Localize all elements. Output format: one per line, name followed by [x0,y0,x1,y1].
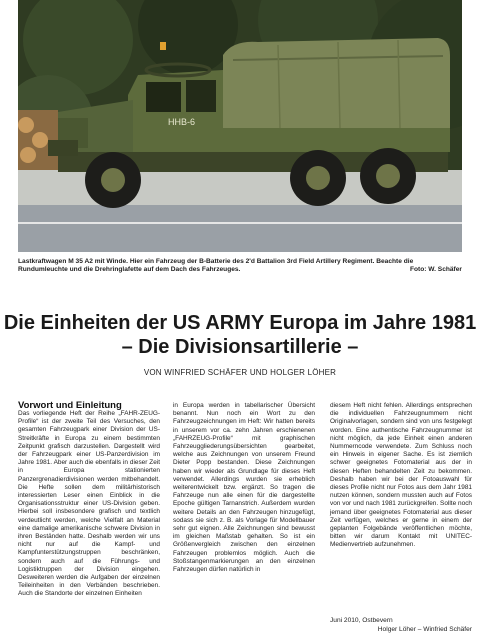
text-column-2 [173,402,315,574]
byline: VON WINFRIED SCHÄFER UND HOLGER LÖHER [143,368,337,377]
text-column-1 [18,410,160,599]
signoff-names: Holger Löher – Winfried Schäfer [377,626,472,633]
photo-credit: Foto: W. Schäfer [409,266,462,274]
column-3-text: diesem Heft nicht fehlen. Allerdings entsprechen die individuellen Fahrzeugnummern nicht Originalvorlagen, sondern sind von uns festgelegt worden. Eine authentische Fahrzeugnummer ist nicht möglich, da jede Einheit einen anderen Nummerncode verwendete. Zum Schluss noch ein Hinweis in eigener Sache. Es ist ziemlich schwer geeignetes Fotomaterial aus der in diesen Heften behandelten Zeit zu bekommen. Deshalb haben wir bei der Fotoauswahl für dieses Profile nicht nur Fotos aus dem Jahr 1981 nutzen können, sondern mussten auch auf Fotos von vor und nach 1981 zurückgreifen. Sollte noch jemand über geeignetes Fotomaterial aus dieser Zeit verfügen, welches er gerne in einem der geplanten Folgebände veröffentlichen möchte, bitten wir darum Kontakt mit UNITEC-Medienvertrieb aufzunehmen. [330,402,472,549]
column-1-text: Das vorliegende Heft der Reihe „FAHR-ZEUG-Profile“ ist der zweite Teil des Versuches, den gesamten Fahrzeugpark einer Division der US-Streitkräfte in Europa zu einem bestimmten Zeitpunkt grafisch darzustellen. Dargestellt wird der Fahrzeugpark einer US-Panzerdivision im Jahre 1981. Aber auch die ebenfalls in dieser Zeit in Europa stationierten Panzergrenadierdivisionen werden mitbehandelt. Die Hefte sollen dem militärhistorisch interessierten Leser einen Einblick in die Organisationsstruktur einer US-Division geben. Hierbei soll insbesondere grafisch und textlich verdeutlicht werden, welche Vielfalt an Material eine damalige amerikanische schwere Division in ihren Beständen hatte. Deshalb werden wir uns nicht nur auf die Kampf- und Kampfunterstützungstruppen beschränken, sondern auch auf die Führungs- und Logistiktruppen der Division eingehen. Desweiteren werden die Aufgaben der einzelnen Teileinheiten in den Verbänden beschrieben. Auch die Standorte der einzelnen Einheiten [18,410,160,598]
truck-illustration [18,0,462,252]
truck-marking: HHB-6 [168,117,196,127]
truck-photo [18,0,462,252]
photo-caption [18,258,462,275]
text-column-3 [330,402,472,550]
caption-text: Lastkraftwagen M 35 A2 mit Winde. Hier ein Fahrzeug der B-Batterie des 2'd Battalion 3rd Field Artillery Regiment. Beachte die Rundumleuchte und die Drehringlafette auf dem Dach des Fahrzeuges. [18,258,414,274]
signoff-place: Juni 2010, Ostbevern [330,617,393,624]
article-subtitle: – Die Divisionsartillerie – [121,336,359,358]
section-heading: Vorwort und Einleitung [18,400,122,411]
article-title: Die Einheiten der US ARMY Europa im Jahre 1981 [3,312,477,334]
signoff [330,616,472,634]
column-2-text: in Europa werden in tabellarischer Übersicht benannt. Nun noch ein Wort zu den Fahrzeugzeichnungen im Heft: Wir hatten bereits in unserem vor ca. zehn Jahren erschienenen „FAHRZEUG-Profile“ mit graphischen Fahrzeuggliederungsübersichten gearbeitet, welche aus Zeichnungen von unserem Freund Dieter Popp bestanden. Diese Zeichnungen haben wir wieder als Grundlage für dieses Heft verwendet. Allerdings wurden sie erheblich weiterentwickelt bzw. ergänzt. So tragen die Fahrzeuge nun alle einen für die dargestellte Epoche gültigen Tarnanstrich. Außerdem wurden weitere Details an den Fahrzeugen hinzugefügt, sodass sie sich z. B. als Vorlage für Modellbauer sehr gut eignen. Alle Zeichnungen sind bewusst im gleichen Maßstab gehalten. So ist ein Größenvergleich zwischen den einzelnen Fahrzeugen problemlos möglich. Auch die Stoßstangenmarkierungen an den einzelnen Fahrzeugen dürfen natürlich in [173,402,315,574]
